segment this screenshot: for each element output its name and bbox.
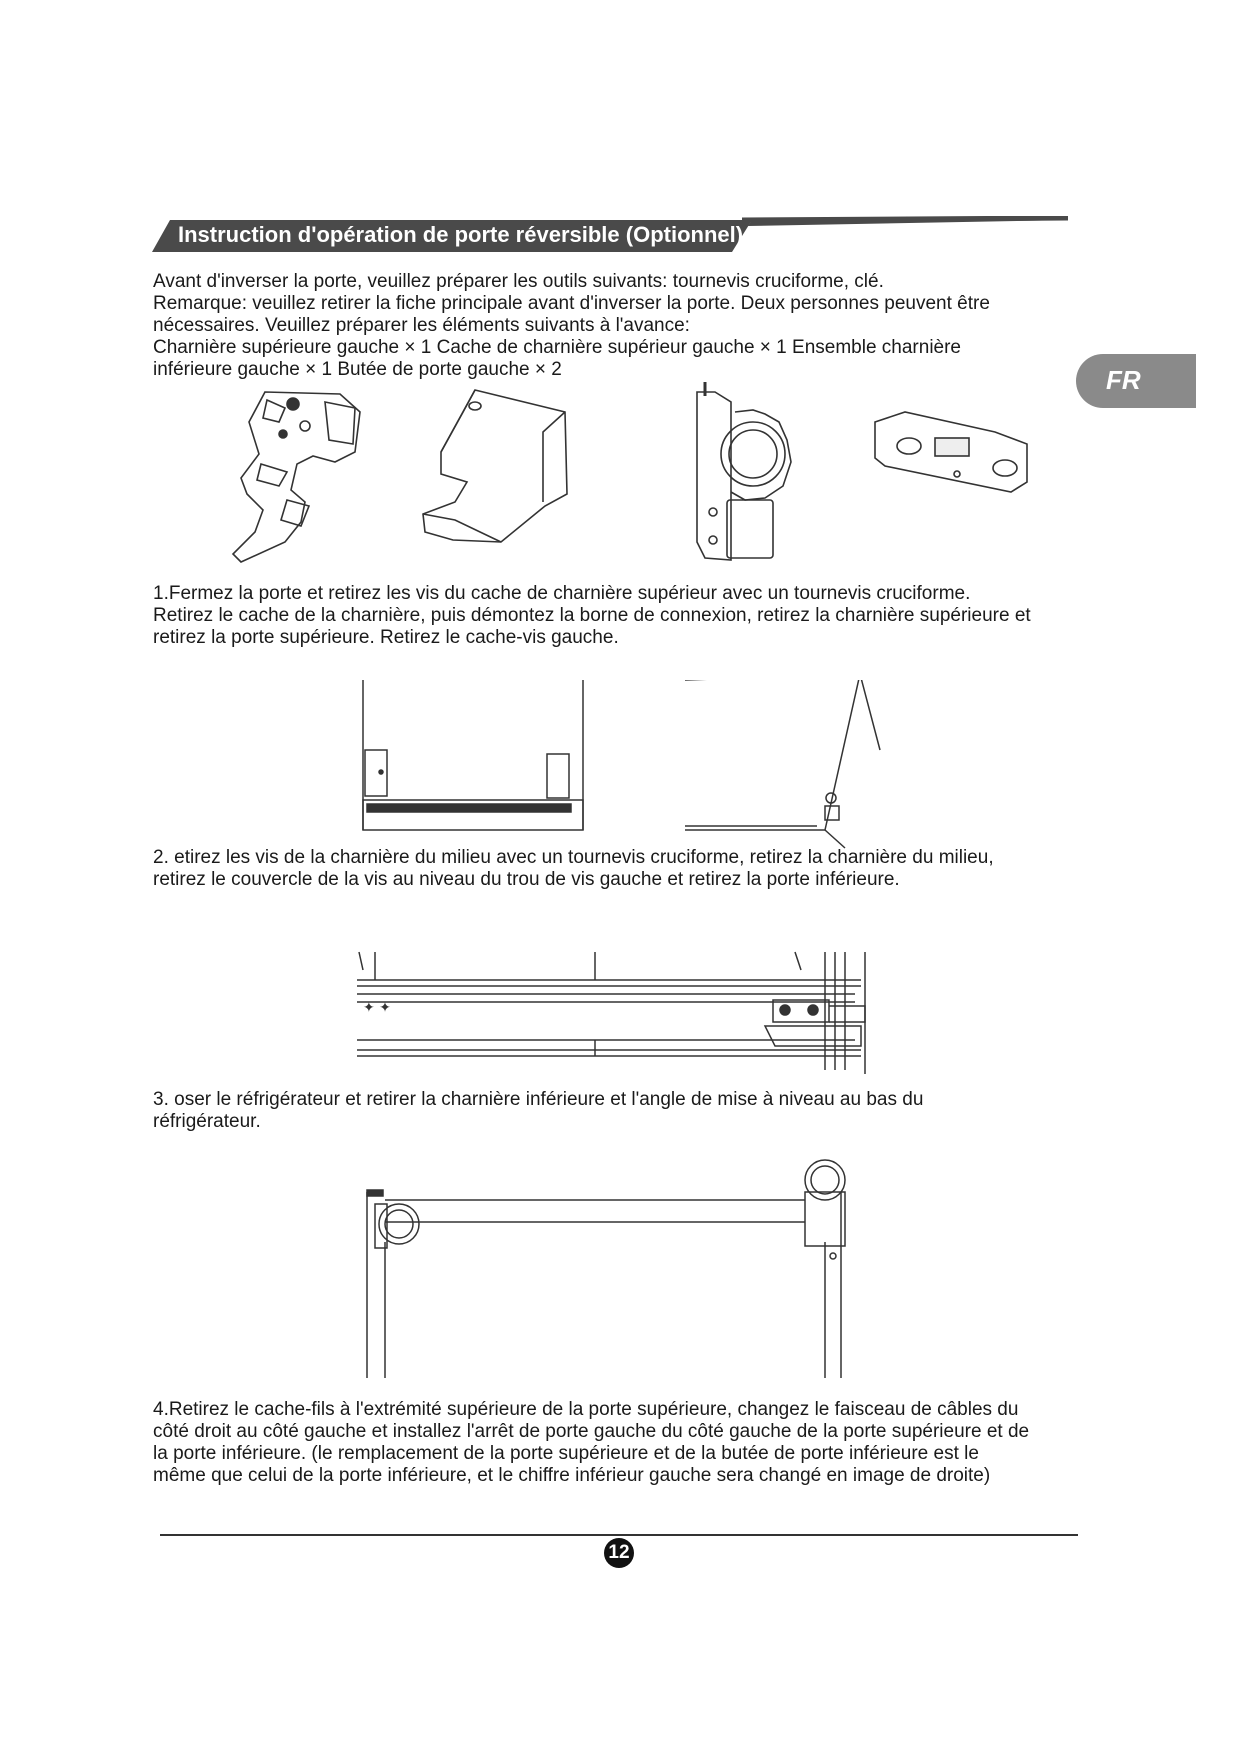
step-3-figure xyxy=(365,1150,855,1380)
step-2-paragraph: 2. etirez les vis de la charnière du milieu avec un tournevis cruciforme, retirez la charnière du milieu, retirez le couvercle de la vis au niveau du trou de vis gauche et retirez la porte inférieure. xyxy=(153,847,994,890)
intro-parts-list: Charnière supérieure gauche × 1 Cache de charnière supérieur gauche × 1 Ensemble charnière inférieure gauche × 1 Butée de porte gauche × 2 xyxy=(153,337,962,380)
language-tab-label: FR xyxy=(1106,365,1141,395)
hinge-cover-illustration xyxy=(423,390,567,542)
language-tab xyxy=(1076,354,1196,408)
step-1-right-diagram xyxy=(685,680,880,848)
step-1-paragraph: 1.Fermez la porte et retirez les vis du cache de charnière supérieur avec un tournevis cruciforme. Retirez le cache de la charnière, puis démontez la borne de connexion, retirez la charnière supérieure et retirez la porte supérieure. Retirez le cache-vis gauche. xyxy=(153,583,1031,648)
step-1-left-diagram xyxy=(363,680,583,830)
bottom-hinge-illustration xyxy=(697,382,791,560)
step-1-figure xyxy=(355,680,895,850)
hinge-top-left-illustration xyxy=(233,392,360,562)
door-stop-illustration xyxy=(875,412,1027,492)
step-3-text xyxy=(153,1089,1033,1133)
intro-remark: Remarque: veuillez retirer la fiche principale avant d'inverser la porte. Deux personnes peuvent être nécessaires. Veuillez préparer les éléments suivants à l'avance: xyxy=(153,293,990,336)
section-banner xyxy=(152,216,1068,256)
page-number: 12 xyxy=(604,1538,634,1568)
intro-tools: Avant d'inverser la porte, veuillez préparer les outils suivants: tournevis cruciforme, clé. xyxy=(153,271,884,292)
svg-text:✦ ✦: ✦ ✦ xyxy=(363,1000,391,1016)
footer-divider xyxy=(160,1534,1078,1536)
parts-figure-row xyxy=(205,382,1065,572)
step-3-paragraph: 3. oser le réfrigérateur et retirer la charnière inférieure et l'angle de mise à niveau au bas du réfrigérateur. xyxy=(153,1089,924,1132)
step-2-figure xyxy=(355,950,875,1080)
bottom-left-hinge-gear xyxy=(375,1204,419,1248)
step-4-paragraph: 4.Retirez le cache-fils à l'extrémité supérieure de la porte supérieure, changez le faisceau de câbles du côté droit au côté gauche et installez l'arrêt de porte gauche du côté gauche de la porte supérieure et de la porte inférieure. (le remplacement de la porte supérieure et de la butée de porte inférieure est le même que celui de la porte inférieure, et le chiffre inférieur gauche sera changé en image de droite) xyxy=(153,1399,1030,1486)
step-2-text xyxy=(153,847,1033,891)
step-1-text xyxy=(153,583,1033,649)
page-title: Instruction d'opération de porte réversible (Optionnel) xyxy=(178,222,744,247)
intro-text xyxy=(153,271,1033,381)
step-4-text xyxy=(153,1399,1033,1487)
